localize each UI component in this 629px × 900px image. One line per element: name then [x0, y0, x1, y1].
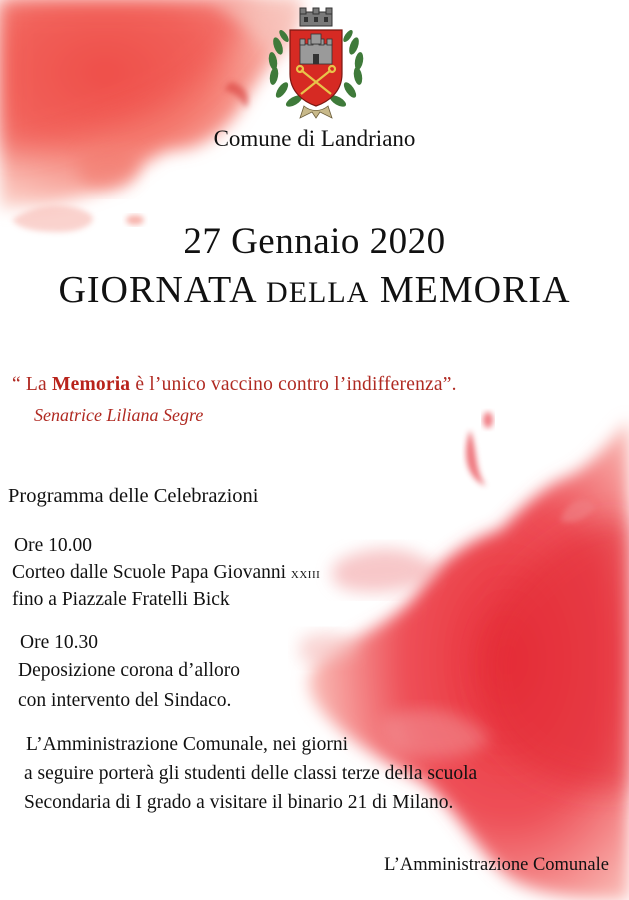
note-line3: Secondaria di I grado a visitare il binario 21 di Milano.	[24, 792, 454, 813]
note-line1: L’Amministrazione Comunale, nei giorni	[26, 734, 349, 755]
crown-icon	[300, 8, 332, 26]
event-title: GIORNATA DELLA MEMORIA	[58, 269, 571, 311]
event1-line1: Corteo dalle Scuole Papa Giovanni XXIII	[12, 562, 321, 583]
top-left-splash	[0, 0, 300, 232]
bottom-right-splash	[300, 412, 629, 900]
event2-line1: Deposizione corona d’alloro	[18, 660, 241, 681]
quote-author: Senatrice Liliana Segre	[34, 405, 204, 425]
program-heading: Programma delle Celebrazioni	[8, 485, 259, 507]
event-date: 27 Gennaio 2020	[183, 221, 446, 262]
event1-time: Ore 10.00	[14, 535, 92, 556]
event1-line2: fino a Piazzale Fratelli Bick	[12, 589, 230, 610]
municipality-name: Comune di Landriano	[213, 126, 416, 151]
quote-keyword: Memoria	[51, 374, 131, 395]
note-line2: a seguire porterà gli studenti delle classi terze della scuola	[24, 763, 478, 784]
event2-line2: con intervento del Sindaco.	[18, 690, 232, 711]
signature: L’Amministrazione Comunale	[384, 855, 609, 875]
municipal-crest-icon	[256, 6, 376, 122]
event2-time: Ore 10.30	[20, 632, 98, 653]
quote-text: “ La Memoria è l’unico vaccino contro l’indifferenza”.	[12, 374, 457, 395]
